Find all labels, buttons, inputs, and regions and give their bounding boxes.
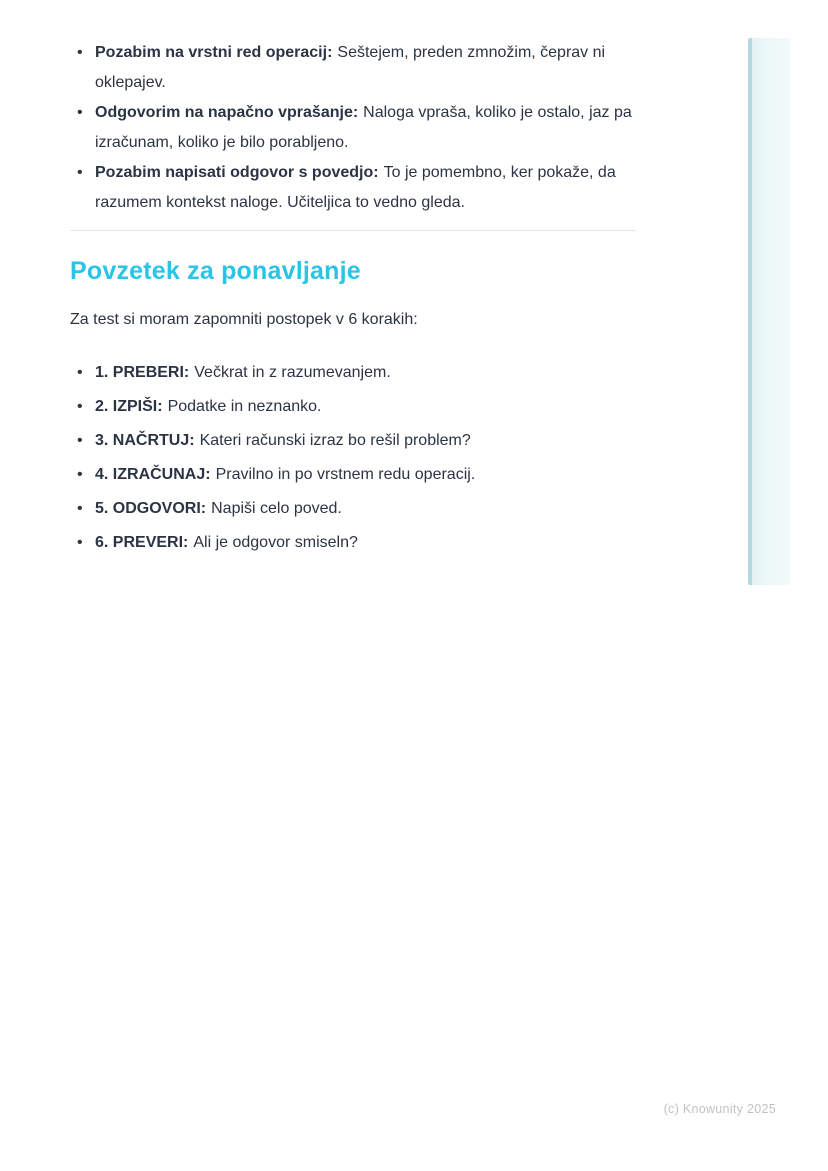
page-accent-bar [748, 38, 790, 585]
bullet-icon: • [77, 164, 83, 181]
steps-list [70, 358, 636, 558]
step-text: Ali je odgovor smiseln? [193, 534, 358, 551]
section-divider [70, 230, 636, 231]
list-item-lead: Pozabim na vrstni red operacij: [95, 44, 333, 61]
step-text: Pravilno in po vrstnem redu operacij. [215, 466, 476, 483]
list-item [70, 98, 636, 158]
step-label: 3. NAČRTUJ: [95, 432, 195, 449]
bullet-icon: • [77, 104, 83, 121]
bullet-icon: • [77, 466, 83, 483]
summary-intro: Za test si moram zapomniti postopek v 6 korakih: [70, 311, 418, 328]
step-label: 6. PREVERI: [95, 534, 189, 551]
list-item [70, 38, 636, 98]
list-item-text: Seštejem, preden zmnožim, čeprav ni oklepajev. [95, 44, 606, 91]
mistakes-list [70, 38, 636, 218]
step-text: Napiši celo poved. [211, 500, 342, 517]
step-label: 4. IZRAČUNAJ: [95, 466, 211, 483]
step-text: Večkrat in z razumevanjem. [194, 364, 391, 381]
list-item [70, 528, 636, 558]
list-item [70, 460, 636, 490]
step-text: Podatke in neznanko. [167, 398, 322, 415]
document-content [70, 38, 636, 562]
step-label: 5. ODGOVORI: [95, 500, 207, 517]
bullet-icon: • [77, 432, 83, 449]
list-item-lead: Odgovorim na napačno vprašanje: [95, 104, 359, 121]
footer-copyright: (c) Knowunity 2025 [663, 1102, 776, 1116]
bullet-icon: • [77, 44, 83, 61]
list-item [70, 158, 636, 218]
step-label: 1. PREBERI: [95, 364, 190, 381]
list-item-text: Naloga vpraša, koliko je ostalo, jaz pa izračunam, koliko je bilo porabljeno. [95, 104, 632, 151]
list-item [70, 494, 636, 524]
section-heading: Povzetek za ponavljanje [70, 257, 361, 285]
bullet-icon: • [77, 500, 83, 517]
list-item-lead: Pozabim napisati odgovor s povedjo: [95, 164, 379, 181]
list-item [70, 392, 636, 422]
list-item [70, 426, 636, 456]
list-item [70, 358, 636, 388]
bullet-icon: • [77, 398, 83, 415]
step-text: Kateri računski izraz bo rešil problem? [199, 432, 471, 449]
bullet-icon: • [77, 534, 83, 551]
list-item-text: To je pomembno, ker pokaže, da razumem kontekst naloge. Učiteljica to vedno gleda. [95, 164, 616, 211]
step-label: 2. IZPIŠI: [95, 398, 163, 415]
bullet-icon: • [77, 364, 83, 381]
